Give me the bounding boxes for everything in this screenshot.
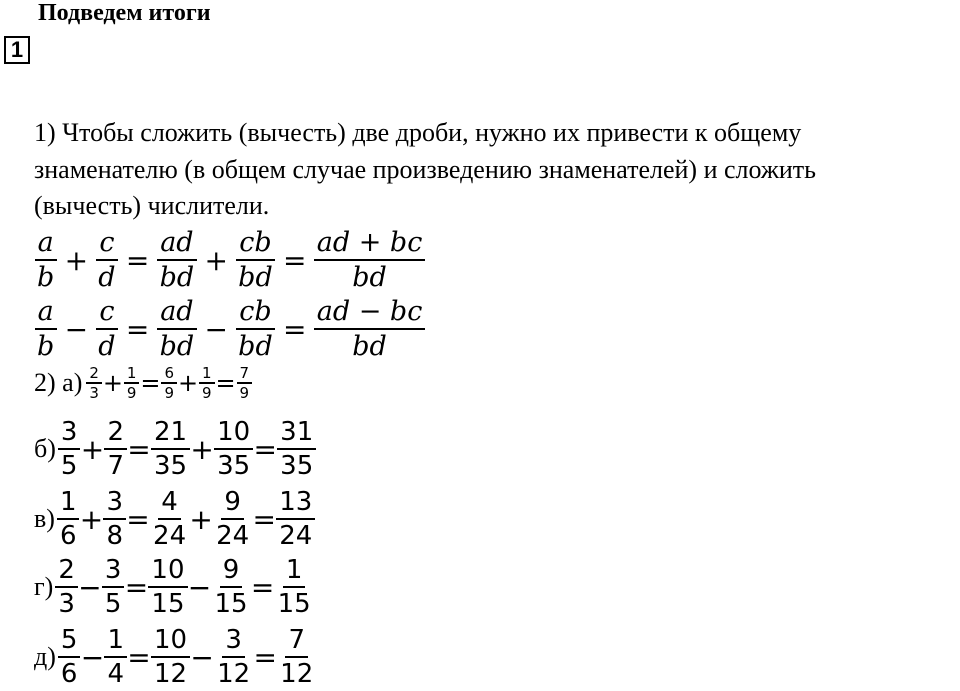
fraction-numerator: c [96, 226, 117, 261]
fraction-numerator: 2 [86, 364, 102, 384]
fraction [212, 554, 251, 620]
plus-sign: + [79, 502, 104, 536]
minus-sign: − [80, 640, 105, 674]
equals-sign: = [127, 640, 151, 674]
equals-sign: = [283, 243, 307, 277]
paragraph-line-3: (вычесть) числители. [34, 191, 270, 220]
fraction-numerator: 2 [55, 554, 78, 588]
plus-sign: + [189, 502, 213, 536]
fraction-denominator: bd [238, 262, 273, 293]
fraction [214, 624, 253, 690]
fraction-denominator: 15 [277, 589, 311, 619]
fraction [34, 226, 57, 294]
fraction-numerator: 10 [214, 416, 253, 450]
fraction [95, 295, 118, 363]
fraction-numerator: 9 [221, 486, 244, 520]
task-number-box: 1 [4, 36, 30, 64]
fraction [148, 554, 187, 620]
formula-label: г) [34, 572, 54, 601]
equals-sign: = [124, 570, 149, 604]
fraction-numerator: 7 [285, 624, 308, 658]
fraction-denominator: 24 [216, 521, 250, 551]
equals-sign: = [140, 369, 161, 397]
fraction-numerator: 3 [222, 624, 245, 658]
formula-label: д) [34, 642, 56, 671]
fraction-numerator: 9 [220, 554, 243, 588]
fraction-numerator: 6 [161, 364, 177, 384]
fraction-denominator: 9 [202, 384, 212, 402]
equals-sign: = [215, 369, 236, 397]
example-b [34, 416, 316, 482]
fraction-numerator: 4 [158, 486, 181, 520]
example-g [34, 554, 314, 620]
minus-sign: − [190, 640, 214, 674]
fraction [235, 226, 276, 294]
equals-sign: = [125, 312, 150, 346]
equals-sign: = [126, 502, 150, 536]
fraction-numerator: 1 [283, 554, 306, 588]
fraction-denominator: 12 [217, 659, 251, 689]
fraction-denominator: 35 [280, 451, 314, 481]
formula-label: 2) а) [34, 368, 83, 397]
minus-sign: − [204, 312, 228, 346]
example-d [34, 624, 316, 690]
fraction-numerator: 1 [104, 624, 127, 658]
fraction [151, 416, 190, 482]
fraction-numerator: ad − bc [314, 295, 426, 330]
fraction-denominator: 24 [279, 521, 313, 551]
fraction-denominator: 4 [107, 659, 124, 689]
paragraph-line-1: 1) Чтобы сложить (вычесть) две дроби, нужно их привести к общему [34, 118, 802, 147]
fraction-denominator: b [37, 262, 55, 293]
formula-addition-general [34, 226, 425, 294]
fraction-denominator: bd [159, 262, 195, 293]
fraction [199, 364, 215, 402]
fraction [55, 554, 78, 620]
fraction-denominator: 9 [126, 384, 137, 402]
fraction-denominator: 15 [151, 589, 185, 619]
fraction-denominator: 6 [59, 521, 77, 551]
fraction [57, 486, 80, 552]
fraction [314, 295, 426, 363]
fraction [277, 416, 316, 482]
fraction [58, 416, 81, 482]
fraction-denominator: 5 [60, 451, 78, 481]
fraction [157, 295, 198, 363]
minus-sign: − [64, 312, 89, 346]
fraction [150, 486, 189, 552]
fraction-numerator: a [35, 295, 57, 330]
fraction [86, 364, 102, 402]
equals-sign: = [125, 243, 150, 277]
fraction-numerator: a [35, 226, 57, 261]
fraction-numerator: 1 [57, 486, 80, 520]
equals-sign: = [252, 502, 276, 536]
fraction-numerator: 31 [277, 416, 316, 450]
fraction [103, 486, 126, 552]
fraction [213, 486, 252, 552]
fraction-numerator: 7 [237, 364, 253, 384]
example-v [34, 486, 315, 552]
minus-sign: − [78, 570, 102, 604]
fraction [276, 486, 315, 552]
fraction-numerator: ad [157, 226, 196, 261]
fraction-denominator: bd [238, 331, 273, 362]
fraction [314, 226, 426, 294]
formula-subtraction-general [34, 295, 425, 363]
fraction-numerator: 5 [58, 624, 81, 658]
equals-sign: = [253, 640, 277, 674]
fraction-numerator: c [96, 295, 117, 330]
fraction [157, 226, 198, 294]
example-a [34, 364, 252, 402]
fraction [58, 624, 81, 690]
fraction [237, 364, 253, 402]
section-heading: Подведем итоги [38, 0, 211, 26]
fraction [34, 295, 57, 363]
plus-sign: + [177, 369, 199, 397]
fraction-denominator: bd [159, 331, 195, 362]
fraction-numerator: 1 [124, 364, 140, 384]
plus-sign: + [64, 243, 89, 277]
fraction-denominator: 15 [214, 589, 248, 619]
fraction-numerator: ad [157, 295, 196, 330]
fraction-denominator: 12 [280, 659, 314, 689]
fraction-numerator: cb [236, 226, 274, 261]
fraction-numerator: cb [236, 295, 274, 330]
fraction-denominator: d [98, 262, 116, 293]
fraction-denominator: 35 [153, 451, 188, 481]
fraction [214, 416, 253, 482]
fraction-denominator: d [98, 331, 116, 362]
fraction-denominator: 9 [164, 384, 174, 402]
fraction-denominator: bd [352, 262, 387, 293]
fraction-denominator: 12 [153, 659, 188, 689]
equals-sign: = [250, 570, 275, 604]
plus-sign: + [190, 432, 214, 466]
fraction-numerator: 3 [58, 416, 81, 450]
fraction-numerator: 10 [148, 554, 187, 588]
fraction-numerator: 3 [102, 554, 125, 588]
equals-sign: = [127, 432, 151, 466]
fraction-denominator: 6 [60, 659, 78, 689]
fraction-numerator: 21 [151, 416, 190, 450]
plus-sign: + [80, 432, 105, 466]
fraction-denominator: b [37, 331, 55, 362]
paragraph-line-2: знаменателю (в общем случае произведению знаменателей) и сложить [34, 155, 816, 184]
fraction-numerator: 3 [103, 486, 126, 520]
fraction-denominator: 9 [239, 384, 250, 402]
fraction-denominator: 3 [89, 384, 99, 402]
fraction [104, 624, 127, 690]
fraction-denominator: 8 [106, 521, 124, 551]
fraction-numerator: 10 [151, 624, 190, 658]
minus-sign: − [187, 570, 212, 604]
fraction-numerator: ad + bc [314, 226, 426, 261]
fraction-denominator: bd [352, 331, 387, 362]
fraction [277, 624, 316, 690]
formula-label: в) [34, 504, 55, 533]
fraction [95, 226, 118, 294]
plus-sign: + [102, 369, 123, 397]
fraction-numerator: 13 [276, 486, 315, 520]
fraction [124, 364, 140, 402]
fraction [102, 554, 125, 620]
equals-sign: = [253, 432, 277, 466]
fraction-denominator: 24 [153, 521, 187, 551]
equals-sign: = [283, 312, 307, 346]
fraction [151, 624, 190, 690]
fraction-denominator: 3 [58, 589, 75, 619]
fraction [161, 364, 177, 402]
fraction-numerator: 1 [199, 364, 215, 384]
fraction-denominator: 7 [107, 451, 124, 481]
fraction-denominator: 5 [104, 589, 122, 619]
plus-sign: + [204, 243, 228, 277]
fraction [275, 554, 314, 620]
fraction [235, 295, 276, 363]
fraction-denominator: 35 [217, 451, 251, 481]
formula-label: б) [34, 434, 56, 463]
fraction [104, 416, 127, 482]
fraction-numerator: 2 [104, 416, 127, 450]
